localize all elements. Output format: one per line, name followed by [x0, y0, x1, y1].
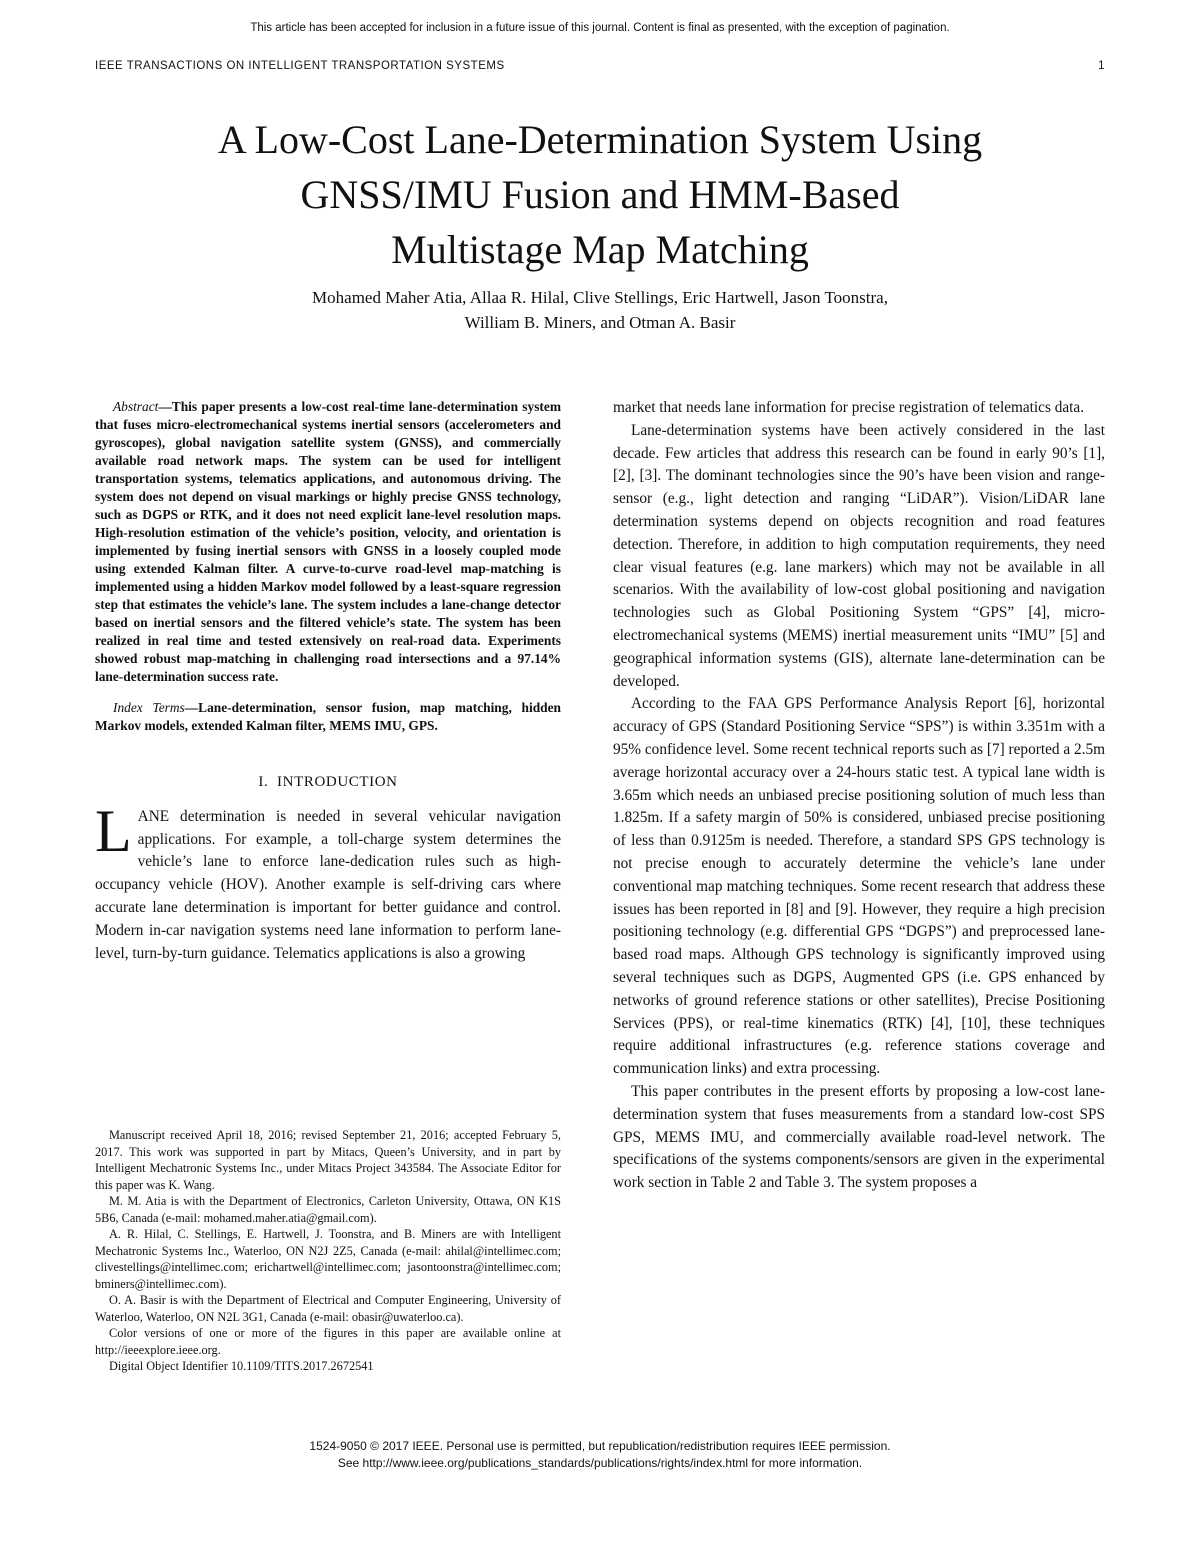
footnotes: [95, 1127, 561, 1375]
body-paragraph: market that needs lane information for precise registration of telematics data.: [613, 399, 1085, 416]
intro-text: ANE determination is needed in several vehicular navigation applications. For example, a toll-charge system determines the vehicle’s lane to enforce lane-dedication rules such as high-occupancy vehicle (HOV). Another example is self-driving cars where accurate lane determination is important for better guidance and control. Modern in-car navigation systems need lane information to perform lane-level, turn-by-turn guidance. Telematics applications is also a growing: [95, 807, 561, 962]
running-header: [95, 60, 1105, 72]
section-heading: [95, 771, 561, 794]
drop-cap: L: [95, 797, 132, 864]
footnote: Color versions of one or more of the figures in this paper are available online at http://ieeexplore.ieee.org.: [95, 1326, 561, 1357]
acceptance-notice: This article has been accepted for inclusion in a future issue of this journal. Content is final as presented, with the exception of pagination.: [250, 22, 950, 34]
section-first-letter: I: [277, 774, 283, 790]
footnote: O. A. Basir is with the Department of Electrical and Computer Engineering, University of Waterloo, Waterloo, ON N2L 3G1, Canada (e-mail: obasir@uwaterloo.ca).: [95, 1293, 561, 1324]
page-number: 1: [1098, 60, 1105, 72]
right-column: [613, 397, 1105, 1195]
index-terms: [95, 699, 561, 735]
footnote: A. R. Hilal, C. Stellings, E. Hartwell, J. Toonstra, and B. Miners are with Intelligent Mechatronic Systems Inc., Waterloo, ON N2J 2Z5, Canada (e-mail: ahilal@intellimec.com; clivestellings@intellimec.com; erichartwell@intellimec.com; jasontoonstra@intellimec.com; bminers@intellimec.com).: [95, 1227, 561, 1291]
journal-name: IEEE TRANSACTIONS ON INTELLIGENT TRANSPORTATION SYSTEMS: [95, 60, 505, 72]
section-number: I.: [258, 774, 269, 790]
footnote: M. M. Atia is with the Department of Electronics, Carleton University, Ottawa, ON K1S 5B6, Canada (e-mail: mohamed.maher.atia@gmail.com).: [95, 1194, 561, 1225]
author-line: Mohamed Maher Atia, Allaa R. Hilal, Clive Stellings, Eric Hartwell, Jason Toonstra,: [312, 288, 888, 307]
abstract-text: —This paper presents a low-cost real-time lane-determination system that fuses micro-electromechanical systems inertial sensors (accelerometers and gyroscopes), global navigation satellite system (GNSS), and commercially available road network maps. The system can be used for intelligent transportation systems, telematics applications, and autonomous driving. The system does not depend on visual markings or highly precise GNSS technology, such as DGPS or RTK, and it does not need explicit lane-level resolution maps. High-resolution estimation of the vehicle’s position, velocity, and orientation is implemented by fusing inertial sensors with GNSS in a loosely coupled mode using extended Kalman filter. A curve-to-curve road-level map-matching is implemented using a hidden Markov model followed by a least-square regression step that estimates the vehicle’s lane. The system includes a lane-change detector based on inertial sensors and the filtered vehicle’s state. The system has been realized in real time and tested extensively on real-road data. Experiments showed robust map-matching in challenging road intersections and a 97.14% lane-determination success rate.: [95, 399, 561, 684]
title-line: Multistage Map Matching: [391, 227, 809, 272]
footnote: Digital Object Identifier 10.1109/TITS.2017.2672541: [109, 1359, 374, 1373]
paper-title: [100, 112, 1100, 277]
copyright-notice: [0, 1438, 1200, 1472]
abstract: [95, 398, 561, 686]
intro-paragraph: [95, 797, 561, 966]
body-paragraph: This paper contributes in the present efforts by proposing a low-cost lane-determination system that fuses measurements from a standard low-cost SPS GPS, MEMS IMU, and commercially available road-level network. The specifications of the systems components/sensors are given in the experimental work section in Table 2 and Table 3. The system proposes a: [613, 1082, 1105, 1192]
title-line: A Low-Cost Lane-Determination System Using: [217, 117, 983, 162]
author-line: William B. Miners, and Otman A. Basir: [464, 313, 736, 332]
abstract-label: Abstract: [113, 399, 159, 414]
index-terms-text: —Lane-determination, sensor fusion, map matching, hidden Markov models, extended Kalman filter, MEMS IMU, GPS.: [95, 700, 561, 733]
body-paragraph: Lane-determination systems have been actively considered in the last decade. Few articles that address this research can be found in early 90’s [1], [2], [3]. The dominant technologies since the 90’s have been vision and range-sensor (e.g., light detection and ranging “LiDAR”). Vision/LiDAR lane determination systems depend on objects recognition and road features detection. Therefore, in addition to high computation requirements, they need clear visual features (e.g. lane markers) which may not be available in all scenarios. With the availability of low-cost global positioning and navigation technologies such as Global Positioning System “GPS” [4], micro-electromechanical systems (MEMS) inertial measurement units “IMU” [5] and geographical information systems (GIS), alternate lane-determination can be developed.: [613, 421, 1105, 690]
title-line: GNSS/IMU Fusion and HMM-Based: [300, 172, 900, 217]
section-title-rest: NTRODUCTION: [282, 774, 398, 790]
copyright-line: 1524-9050 © 2017 IEEE. Personal use is permitted, but republication/redistribution requires IEEE permission.: [309, 1439, 891, 1453]
author-list: [120, 285, 1080, 335]
footnote: Manuscript received April 18, 2016; revised September 21, 2016; accepted February 5, 2017. This work was supported in part by Mitacs, Queen’s University, and in part by Intelligent Mechatronic Systems Inc., under Mitacs Project 343584. The Associate Editor for this paper was K. Wang.: [95, 1128, 561, 1192]
index-terms-label: Index Terms: [113, 700, 185, 715]
left-column: [95, 398, 561, 965]
body-paragraph: According to the FAA GPS Performance Analysis Report [6], horizontal accuracy of GPS (Standard Positioning Service “SPS”) is within 3.351m with a 95% confidence level. Some recent technical reports such as [7] reported a 2.5m average horizontal accuracy over a 24-hours static test. A typical lane width is 3.65m which needs an unbiased precise positioning solution of much less than 1.825m. If a safety margin of 50% is considered, unbiased precise positioning of less than 0.9125m is needed. Therefore, a standard SPS GPS technology is not precise enough to accurately determine the vehicle’s lane under conventional map matching techniques. Some recent research that address these issues has been reported in [8] and [9]. However, they require a high precision positioning technology (e.g. differential GPS “DGPS”) and preprocessed lane-based road maps. Although GPS technology is significantly improved using several techniques such as DGPS, Augmented GPS (i.e. GPS enhanced by networks of ground reference stations or other satellites), Precise Positioning Services (PPS), or real-time kinematics (RTK) [4], [10], these techniques require additional infrastructures (e.g. reference stations coverage and communication links) and extra processing.: [613, 695, 1105, 1078]
permissions-link-line: See http://www.ieee.org/publications_standards/publications/rights/index.html for more information.: [337, 1456, 863, 1470]
